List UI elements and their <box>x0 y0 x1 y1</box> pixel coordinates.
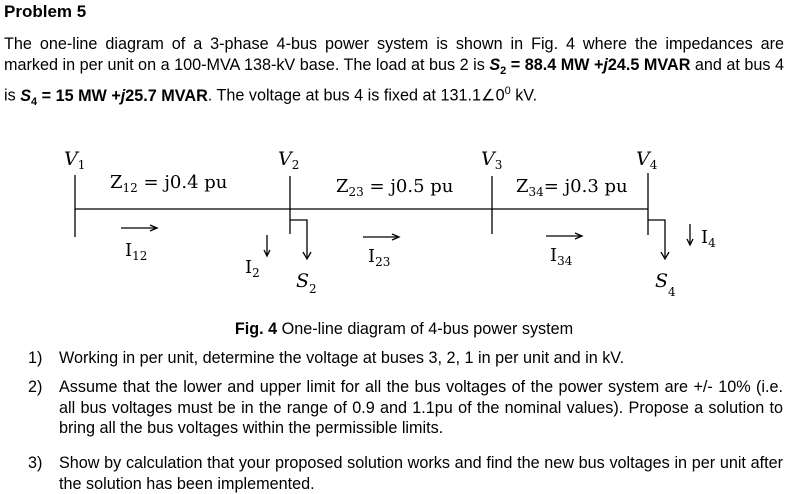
question-text: Working in per unit, determine the voltage at buses 3, 2, 1 in per unit and in kV. <box>59 349 625 367</box>
question-number: 2) <box>28 378 43 396</box>
figure-caption-text: One-line diagram of 4-bus power system <box>277 320 574 338</box>
s2-subscript: 2 <box>500 64 507 77</box>
intro-text-1: The one-line diagram of a 3-phase 4-bus power system is shown in Fig. 4 where the impedances are marked in per unit on a 100-MVA 138-kV base. The load at bus 2 is <box>4 35 784 74</box>
s4-value-b: 25.7 MVAR <box>125 86 208 105</box>
i4-label: $I_4$ <box>701 227 716 250</box>
s4-spec <box>20 86 208 108</box>
problem-statement <box>4 34 784 112</box>
s2-symbol: S <box>489 55 501 74</box>
bus-4-voltage-label: $V_4$ <box>636 148 658 172</box>
i34-label: $I_{34}$ <box>550 245 573 268</box>
z34-label: $Z_{34}= j0.3$ pu <box>516 176 628 199</box>
question-number: 1) <box>28 349 43 367</box>
s4-subscript: 4 <box>31 95 38 108</box>
i2-label: $I_2$ <box>245 257 260 280</box>
angle-value: 0 <box>495 86 505 105</box>
z23-label: $Z_{23} = j0.5$ pu <box>336 176 454 199</box>
question-text: Show by calculation that your proposed solution works and find the new bus voltages in per unit after the solution has been implemented. <box>59 454 783 493</box>
question-number: 3) <box>28 454 43 472</box>
i23-label: $I_{23}$ <box>368 246 391 269</box>
bus-1-voltage-label: $V_1$ <box>64 148 86 172</box>
problem-title: Problem 5 <box>4 2 87 21</box>
intro-text-2: and at bus 4 is <box>4 55 784 105</box>
z12-label: $Z_{12} = j0.4$ pu <box>110 172 228 195</box>
s4-j: j <box>120 86 126 105</box>
intro-text-3: . The voltage at bus 4 is fixed at 131.1 <box>207 86 482 105</box>
one-line-diagram <box>0 140 808 315</box>
degree-superscript: 0 <box>504 85 511 98</box>
bus-4-load-line <box>648 220 665 257</box>
s2-j: j <box>603 55 608 74</box>
bus-2-load-label: $S_2$ <box>296 270 317 296</box>
bus-4-load-label: $S_4$ <box>655 270 676 299</box>
s2-value-b: 24.5 MVAR <box>607 55 691 74</box>
s2-spec <box>489 55 691 77</box>
s4-symbol: S <box>20 86 31 105</box>
angle-symbol: ∠ <box>481 86 496 105</box>
bus-3-voltage-label: $V_3$ <box>481 148 503 172</box>
bus-2-voltage-label: $V_2$ <box>278 148 300 172</box>
figure-caption <box>0 320 808 339</box>
bus-2-load-line <box>290 220 307 257</box>
s4-value-a: = 15 MW + <box>37 86 121 105</box>
figure-label: Fig. 4 <box>234 320 278 338</box>
s2-value-a: = 88.4 MW + <box>506 55 604 74</box>
intro-text-4: kV. <box>510 86 538 105</box>
i12-label: $I_{12}$ <box>125 240 148 263</box>
question-text: Assume that the lower and upper limit for all the bus voltages of the power system are +/- 10% (i.e. all bus voltages must be in the range of 0.9 and 1.1pu of the nominal values). Propose a solution to bring all the bus voltages within the permissible limits. <box>59 378 783 437</box>
